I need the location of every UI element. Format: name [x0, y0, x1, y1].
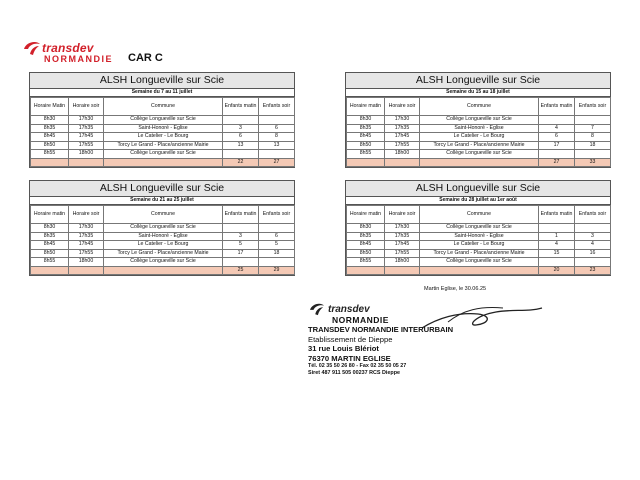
- stamp-siret: Siret 487 911 505 00237 RCS Dieppe: [308, 370, 400, 376]
- column-header: Enfants matin: [539, 206, 575, 224]
- table-cell: 8h30: [347, 224, 385, 233]
- table-cell: [259, 224, 295, 233]
- company-stamp: [308, 302, 453, 377]
- column-header: Commune: [104, 98, 223, 116]
- table-cell: 16: [575, 249, 611, 258]
- schedule-week-4: [345, 180, 611, 276]
- table-row: [347, 124, 611, 133]
- table-cell: 8h45: [347, 133, 385, 142]
- table-cell: [575, 224, 611, 233]
- table-cell: 17h30: [69, 224, 104, 233]
- table-row: [31, 224, 295, 233]
- logo-subtitle: NORMANDIE: [44, 54, 113, 64]
- table-cell: 18h00: [69, 150, 104, 159]
- table-cell: 17h30: [385, 224, 420, 233]
- table-cell: 6: [259, 232, 295, 241]
- schedule-table: [30, 205, 295, 275]
- table-cell: 17h45: [69, 241, 104, 250]
- table-cell: [539, 224, 575, 233]
- table-cell: 17h35: [69, 124, 104, 133]
- table-cell: Collège Longueville sur Scie: [420, 258, 539, 267]
- table-cell: Le Catelier - Le Bourg: [104, 133, 223, 142]
- table-cell: 8: [259, 133, 295, 142]
- table-cell: 17h35: [385, 124, 420, 133]
- table-cell: 8h50: [347, 141, 385, 150]
- table-cell: 7: [575, 124, 611, 133]
- stamp-subtitle: NORMANDIE: [332, 315, 389, 325]
- table-cell: Torcy Le Grand - Place/ancienne Mairie: [420, 249, 539, 258]
- table-cell: [259, 258, 295, 267]
- column-header: Commune: [104, 206, 223, 224]
- table-cell: 8h55: [347, 258, 385, 267]
- table-cell: 6: [259, 124, 295, 133]
- table-row: [31, 258, 295, 267]
- table-cell: 8h55: [31, 258, 69, 267]
- table-cell: 17h45: [385, 133, 420, 142]
- transdev-swirl-icon: [308, 302, 326, 316]
- table-cell: Collège Longueville sur Scie: [104, 224, 223, 233]
- table-cell: [575, 258, 611, 267]
- stamp-phone: Tél. 02 35 50 26 80 - Fax 02 35 50 05 27: [308, 363, 407, 369]
- table-cell: 18h00: [385, 150, 420, 159]
- table-cell: [385, 158, 420, 167]
- schedule-week-label: Semaine du 28 juillet au 1er août: [346, 197, 610, 205]
- table-cell: Torcy Le Grand - Place/ancienne Mairie: [104, 249, 223, 258]
- column-header: Horaire soir: [385, 98, 420, 116]
- table-cell: 6: [223, 133, 259, 142]
- table-cell: [539, 116, 575, 125]
- schedule-title: ALSH Longueville sur Scie: [30, 181, 294, 197]
- schedule-table: [30, 97, 295, 167]
- table-cell: 17h45: [385, 241, 420, 250]
- total-evening: 27: [259, 158, 295, 167]
- table-row: [347, 116, 611, 125]
- stamp-city: 76370 MARTIN EGLISE: [308, 353, 391, 363]
- table-cell: 8: [575, 133, 611, 142]
- stamp-company: TRANSDEV NORMANDIE INTERURBAIN: [308, 325, 454, 334]
- table-cell: [385, 266, 420, 275]
- table-cell: [539, 150, 575, 159]
- total-evening: 23: [575, 266, 611, 275]
- table-cell: 8h45: [31, 133, 69, 142]
- schedule-title: ALSH Longueville sur Scie: [30, 73, 294, 89]
- table-cell: [223, 258, 259, 267]
- transdev-swirl-icon: [22, 40, 42, 56]
- total-morning: 25: [223, 266, 259, 275]
- table-cell: 4: [539, 124, 575, 133]
- table-cell: 17h35: [385, 232, 420, 241]
- schedule-table: [346, 97, 611, 167]
- table-row: [347, 232, 611, 241]
- column-header: Enfants matin: [223, 206, 259, 224]
- table-cell: [69, 266, 104, 275]
- total-row: [347, 158, 611, 167]
- schedule-week-label: Semaine du 21 au 25 juillet: [30, 197, 294, 205]
- table-row: [347, 133, 611, 142]
- table-cell: [347, 266, 385, 275]
- table-cell: 4: [575, 241, 611, 250]
- table-cell: 8h35: [347, 124, 385, 133]
- table-cell: 17h30: [385, 116, 420, 125]
- table-cell: 17h45: [69, 133, 104, 142]
- column-header: Horaire Matin: [31, 98, 69, 116]
- table-cell: Collège Longueville sur Scie: [420, 150, 539, 159]
- car-title: CAR C: [128, 52, 163, 64]
- table-cell: [69, 158, 104, 167]
- table-cell: Collège Longueville sur Scie: [420, 224, 539, 233]
- column-header: Enfants matin: [223, 98, 259, 116]
- table-cell: [223, 150, 259, 159]
- schedule-week-label: Semaine du 15 au 18 juillet: [346, 89, 610, 97]
- table-cell: [259, 116, 295, 125]
- table-header-row: [347, 98, 611, 116]
- column-header: Horaire matin: [347, 206, 385, 224]
- table-cell: [104, 158, 223, 167]
- table-cell: 8h55: [347, 150, 385, 159]
- transdev-logo: [22, 40, 113, 64]
- table-cell: 15: [539, 249, 575, 258]
- table-cell: 5: [223, 241, 259, 250]
- table-cell: 17h55: [385, 141, 420, 150]
- table-cell: [223, 224, 259, 233]
- table-cell: 8h30: [31, 116, 69, 125]
- column-header: Horaire matin: [31, 206, 69, 224]
- date-line: Martin Eglise, le 30.06.25: [424, 286, 487, 292]
- table-row: [347, 141, 611, 150]
- table-cell: [259, 150, 295, 159]
- total-row: [347, 266, 611, 275]
- column-header: Enfants soir: [259, 206, 295, 224]
- table-cell: 3: [223, 232, 259, 241]
- table-cell: 8h50: [31, 249, 69, 258]
- table-cell: Le Catelier - Le Bourg: [104, 241, 223, 250]
- table-cell: Le Catelier - Le Bourg: [420, 241, 539, 250]
- table-row: [31, 133, 295, 142]
- column-header: Enfants matin: [539, 98, 575, 116]
- column-header: Horaire matin: [347, 98, 385, 116]
- total-row: [31, 158, 295, 167]
- table-cell: Saint-Honoré - Eglise: [420, 232, 539, 241]
- table-cell: Collège Longueville sur Scie: [104, 116, 223, 125]
- table-cell: 6: [539, 133, 575, 142]
- schedule-week-1: [29, 72, 295, 168]
- table-row: [347, 241, 611, 250]
- table-cell: 17: [539, 141, 575, 150]
- table-cell: Torcy Le Grand - Place/ancienne Mairie: [420, 141, 539, 150]
- table-cell: Collège Longueville sur Scie: [104, 150, 223, 159]
- table-cell: 5: [259, 241, 295, 250]
- table-cell: Saint-Honoré - Eglise: [420, 124, 539, 133]
- column-header: Horaire soir: [69, 206, 104, 224]
- stamp-street: 31 rue Louis Blériot: [308, 344, 379, 353]
- stamp-establishment: Etablissement de Dieppe: [308, 334, 393, 344]
- table-cell: 8h50: [347, 249, 385, 258]
- table-cell: 8h50: [31, 141, 69, 150]
- table-cell: [420, 158, 539, 167]
- schedule-title: ALSH Longueville sur Scie: [346, 73, 610, 89]
- table-cell: 17h35: [69, 232, 104, 241]
- total-row: [31, 266, 295, 275]
- table-cell: 8h35: [347, 232, 385, 241]
- table-cell: [223, 116, 259, 125]
- table-cell: Collège Longueville sur Scie: [104, 258, 223, 267]
- table-row: [31, 141, 295, 150]
- table-cell: 1: [539, 232, 575, 241]
- table-row: [347, 249, 611, 258]
- table-header-row: [31, 98, 295, 116]
- table-cell: 3: [575, 232, 611, 241]
- table-row: [31, 150, 295, 159]
- table-cell: 8h35: [31, 232, 69, 241]
- table-cell: 13: [259, 141, 295, 150]
- table-cell: [31, 266, 69, 275]
- total-evening: 33: [575, 158, 611, 167]
- table-cell: 8h30: [31, 224, 69, 233]
- table-cell: 17h55: [69, 141, 104, 150]
- table-cell: 17h55: [385, 249, 420, 258]
- table-cell: 8h45: [31, 241, 69, 250]
- total-morning: 27: [539, 158, 575, 167]
- table-cell: Collège Longueville sur Scie: [420, 116, 539, 125]
- schedule-week-3: [29, 180, 295, 276]
- table-cell: [539, 258, 575, 267]
- table-cell: 3: [223, 124, 259, 133]
- table-cell: [104, 266, 223, 275]
- table-cell: [575, 150, 611, 159]
- table-cell: 18h00: [69, 258, 104, 267]
- table-cell: 13: [223, 141, 259, 150]
- schedule-table: [346, 205, 611, 275]
- table-cell: Torcy Le Grand - Place/ancienne Mairie: [104, 141, 223, 150]
- table-header-row: [31, 206, 295, 224]
- total-morning: 22: [223, 158, 259, 167]
- table-cell: [575, 116, 611, 125]
- column-header: Enfants soir: [259, 98, 295, 116]
- table-cell: 17h55: [69, 249, 104, 258]
- table-row: [31, 232, 295, 241]
- table-row: [347, 258, 611, 267]
- table-cell: Le Catelier - Le Bourg: [420, 133, 539, 142]
- table-row: [31, 124, 295, 133]
- table-cell: 8h55: [31, 150, 69, 159]
- table-cell: [347, 158, 385, 167]
- table-header-row: [347, 206, 611, 224]
- table-cell: 8h35: [31, 124, 69, 133]
- table-row: [31, 249, 295, 258]
- column-header: Commune: [420, 206, 539, 224]
- total-morning: 20: [539, 266, 575, 275]
- table-row: [31, 241, 295, 250]
- table-cell: 8h45: [347, 241, 385, 250]
- table-cell: 17: [223, 249, 259, 258]
- table-row: [347, 150, 611, 159]
- logo-wordmark: transdev: [42, 41, 94, 55]
- table-row: [347, 224, 611, 233]
- table-cell: Saint-Honoré - Eglise: [104, 232, 223, 241]
- table-cell: 18: [575, 141, 611, 150]
- table-cell: [31, 158, 69, 167]
- column-header: Commune: [420, 98, 539, 116]
- total-evening: 29: [259, 266, 295, 275]
- table-cell: [420, 266, 539, 275]
- table-cell: 18: [259, 249, 295, 258]
- column-header: Horaire soir: [69, 98, 104, 116]
- table-cell: 8h30: [347, 116, 385, 125]
- table-cell: Saint-Honoré - Eglise: [104, 124, 223, 133]
- schedule-title: ALSH Longueville sur Scie: [346, 181, 610, 197]
- table-cell: 18h00: [385, 258, 420, 267]
- column-header: Horaire soir: [385, 206, 420, 224]
- column-header: Enfants soir: [575, 98, 611, 116]
- schedule-week-2: [345, 72, 611, 168]
- table-cell: 4: [539, 241, 575, 250]
- table-cell: 17h30: [69, 116, 104, 125]
- schedule-week-label: Semaine du 7 au 11 juillet: [30, 89, 294, 97]
- table-row: [31, 116, 295, 125]
- column-header: Enfants soir: [575, 206, 611, 224]
- stamp-wordmark: transdev: [328, 303, 370, 315]
